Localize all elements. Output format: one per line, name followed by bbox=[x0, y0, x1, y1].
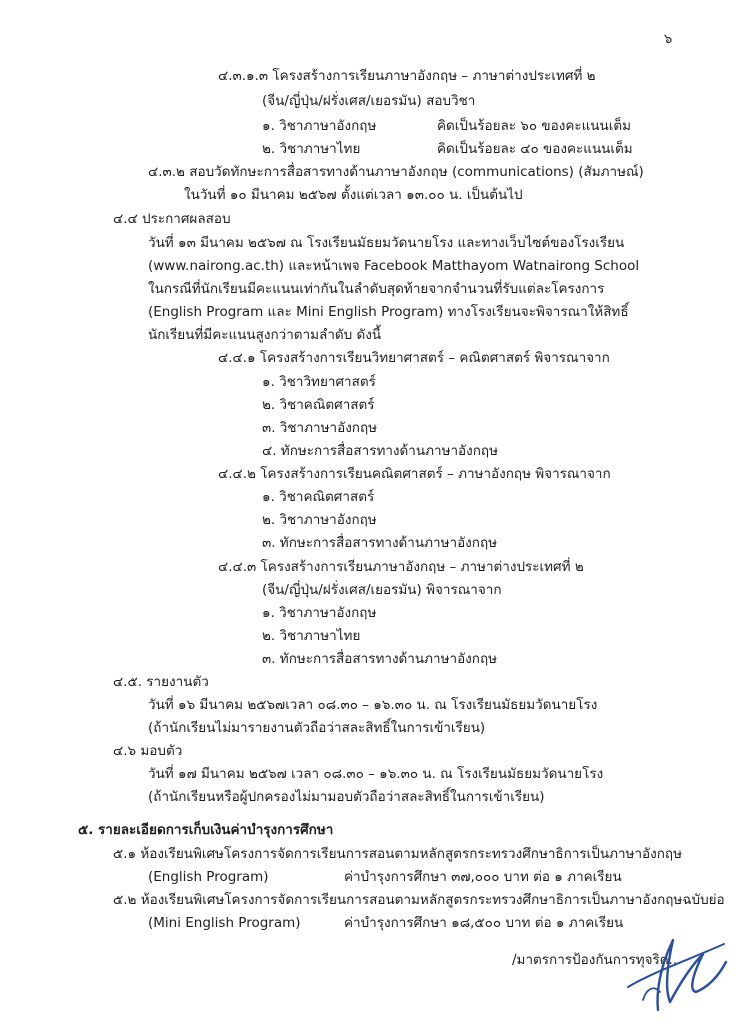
section-4-4-2-item-1: ๑. วิชาคณิตศาสตร์ bbox=[262, 489, 375, 505]
subject-english: ๑. วิชาภาษาอังกฤษ bbox=[262, 118, 377, 134]
section-4-4-2-heading: ๔.๔.๒ โครงสร้างการเรียนคณิตศาสตร์ – ภาษาอังกฤษ พิจารณาจาก bbox=[218, 466, 611, 482]
section-4-4-1-item-4: ๔. ทักษะการสื่อสารทางด้านภาษาอังกฤษ bbox=[262, 443, 498, 459]
section-4-4-line-3: ในกรณีที่นักเรียนมีคะแนนเท่ากันในลำดับสุดท้ายจากจำนวนที่รับแต่ละโครงการ bbox=[148, 281, 605, 297]
section-4-4-3-subjects: (จีน/ญี่ปุ่น/ฝรั่งเศส/เยอรมัน) พิจารณาจาก bbox=[262, 582, 502, 598]
section-4-4-heading: ๔.๔ ประกาศผลสอบ bbox=[113, 211, 231, 227]
section-4-3-1-3-subjects: (จีน/ญี่ปุ่น/ฝรั่งเศส/เยอรมัน) สอบวิชา bbox=[262, 93, 476, 109]
section-4-3-2-heading: ๔.๓.๒ สอบวัดทักษะการสื่อสารทางด้านภาษาอังกฤษ (communications) (สัมภาษณ์) bbox=[148, 164, 644, 180]
section-4-3-1-3-heading: ๔.๓.๑.๓ โครงสร้างการเรียนภาษาอังกฤษ – ภาษาต่างประเทศที่ ๒ bbox=[218, 68, 596, 84]
section-5-2-program: (Mini English Program) bbox=[148, 915, 301, 931]
section-4-4-line-5: นักเรียนที่มีคะแนนสูงกว่าตามลำดับ ดังนี้ bbox=[148, 327, 382, 343]
section-4-3-2-date: ในวันที่ ๑๐ มีนาคม ๒๕๖๗ ตั้งแต่เวลา ๑๓.๐๐ น. เป็นต้นไป bbox=[184, 187, 523, 203]
signature-mark bbox=[598, 932, 728, 1012]
section-4-4-3-item-2: ๒. วิชาภาษาไทย bbox=[262, 628, 361, 644]
section-4-5-heading: ๔.๕. รายงานตัว bbox=[113, 674, 209, 690]
section-4-4-3-heading: ๔.๔.๓ โครงสร้างการเรียนภาษาอังกฤษ – ภาษาต่างประเทศที่ ๒ bbox=[218, 559, 584, 575]
page-number: ๖ bbox=[664, 32, 673, 47]
section-4-4-line-1: วันที่ ๑๓ มีนาคม ๒๕๖๗ ณ โรงเรียนมัธยมวัดนายโรง และทางเว็บไซต์ของโรงเรียน bbox=[148, 235, 625, 251]
subject-thai-weight: คิดเป็นร้อยละ ๔๐ ของคะแนนเต็ม bbox=[437, 141, 633, 157]
section-4-4-1-item-1: ๑. วิชาวิทยาศาสตร์ bbox=[262, 374, 376, 390]
section-4-4-line-2: (www.nairong.ac.th) และหน้าเพจ Facebook Matthayom Watnairong School bbox=[148, 258, 640, 274]
section-4-5-note: (ถ้านักเรียนไม่มารายงานตัวถือว่าสละสิทธิ์ในการเข้าเรียน) bbox=[148, 720, 486, 736]
section-4-4-2-item-3: ๓. ทักษะการสื่อสารทางด้านภาษาอังกฤษ bbox=[262, 535, 498, 551]
section-4-4-line-4: (English Program และ Mini English Program) ทางโรงเรียนจะพิจารณาให้สิทธิ์ bbox=[148, 304, 629, 320]
section-5-2-fee: ค่าบำรุงการศึกษา ๑๘,๕๐๐ บาท ต่อ ๑ ภาคเรียน bbox=[344, 915, 624, 931]
section-4-4-3-item-3: ๓. ทักษะการสื่อสารทางด้านภาษาอังกฤษ bbox=[262, 651, 498, 667]
section-4-4-2-item-2: ๒. วิชาภาษาอังกฤษ bbox=[262, 512, 377, 528]
subject-english-weight: คิดเป็นร้อยละ ๖๐ ของคะแนนเต็ม bbox=[437, 118, 632, 134]
section-5-1-fee: ค่าบำรุงการศึกษา ๓๗,๐๐๐ บาท ต่อ ๑ ภาคเรียน bbox=[344, 869, 622, 885]
section-4-6-note: (ถ้านักเรียนหรือผู้ปกครองไม่มามอบตัวถือว่าสละสิทธิ์ในการเข้าเรียน) bbox=[148, 789, 545, 805]
section-4-4-3-item-1: ๑. วิชาภาษาอังกฤษ bbox=[262, 605, 377, 621]
section-5-2-heading: ๕.๒ ห้องเรียนพิเศษโครงการจัดการเรียนการสอนตามหลักสูตรกระทรวงศึกษาธิการเป็นภาษาอังกฤษฉบับย่อ bbox=[113, 892, 725, 908]
section-5-1-program: (English Program) bbox=[148, 869, 269, 885]
section-4-4-1-heading: ๔.๔.๑ โครงสร้างการเรียนวิทยาศาสตร์ – คณิตศาสตร์ พิจารณาจาก bbox=[218, 350, 610, 366]
section-4-5-date: วันที่ ๑๖ มีนาคม ๒๕๖๗เวลา ๐๘.๓๐ – ๑๖.๓๐ น. ณ โรงเรียนมัธยมวัดนายโรง bbox=[148, 697, 598, 713]
continuation-note: /มาตรการป้องกันการทุจริต... bbox=[512, 952, 682, 968]
section-4-4-1-item-2: ๒. วิชาคณิตศาสตร์ bbox=[262, 397, 375, 413]
section-4-6-heading: ๔.๖ มอบตัว bbox=[113, 743, 183, 759]
section-4-4-1-item-3: ๓. วิชาภาษาอังกฤษ bbox=[262, 420, 378, 436]
subject-thai: ๒. วิชาภาษาไทย bbox=[262, 141, 361, 157]
section-4-6-date: วันที่ ๑๗ มีนาคม ๒๕๖๗ เวลา ๐๘.๓๐ – ๑๖.๓๐ น. ณ โรงเรียนมัธยมวัดนายโรง bbox=[148, 766, 604, 782]
section-5-1-heading: ๕.๑ ห้องเรียนพิเศษโครงการจัดการเรียนการสอนตามหลักสูตรกระทรวงศึกษาธิการเป็นภาษาอังกฤษ bbox=[113, 846, 682, 862]
section-5-heading: ๕. รายละเอียดการเก็บเงินค่าบำรุงการศึกษา bbox=[78, 822, 334, 838]
